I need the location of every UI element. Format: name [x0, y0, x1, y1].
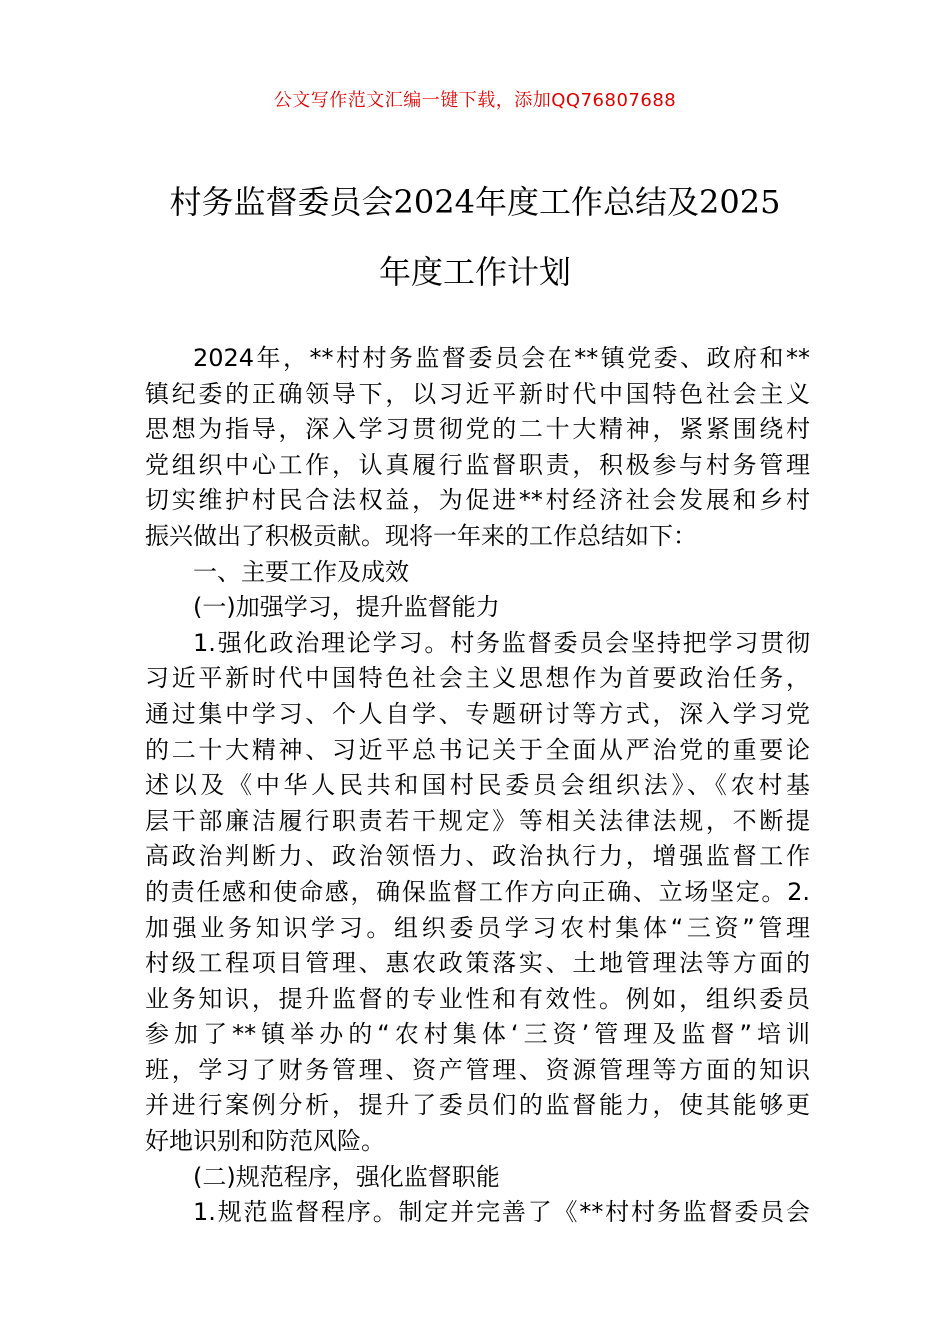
- paragraph-line: 党组织中心工作，认真履行监督职责，积极参与村务管理: [145, 450, 810, 479]
- paragraph-line: 业务知识，提升监督的专业性和有效性。例如，组织委员: [145, 984, 810, 1013]
- subsection-heading: (一)加强学习，提升监督能力: [193, 593, 500, 622]
- document-body: [145, 341, 810, 1231]
- paragraph-line: 高政治判断力、政治领悟力、政治执行力，增强监督工作: [145, 842, 810, 871]
- paragraph-line: 参加了**镇举办的“农村集体‘三资’管理及监督”培训: [145, 1020, 810, 1049]
- subsection-heading: (二)规范程序，强化监督职能: [193, 1162, 500, 1191]
- paragraph-line: 1.规范监督程序。制定并完善了《**村村务监督委员会: [193, 1198, 810, 1227]
- paragraph-line: 好地识别和防范风险。: [145, 1127, 385, 1156]
- download-notice: 公文写作范文汇编一键下载，添加QQ76807688: [273, 90, 677, 111]
- paragraph-line: 通过集中学习、个人自学、专题研讨等方式，深入学习党: [145, 699, 810, 728]
- paragraph-line: 1.强化政治理论学习。村务监督委员会坚持把学习贯彻: [193, 628, 810, 657]
- paragraph-line: 习近平新时代中国特色社会主义思想作为首要政治任务，: [145, 664, 810, 693]
- paragraph-line: 2024年，**村村务监督委员会在**镇党委、政府和**: [193, 344, 810, 372]
- paragraph-line: 镇纪委的正确领导下，以习近平新时代中国特色社会主义: [145, 379, 810, 408]
- paragraph-line: 加强业务知识学习。组织委员学习农村集体“三资”管理: [145, 913, 810, 942]
- paragraph-line: 的责任感和使命感，确保监督工作方向正确、立场坚定。2.: [145, 877, 810, 906]
- section-heading: 一、主要工作及成效: [193, 557, 409, 586]
- paragraph-line: 的二十大精神、习近平总书记关于全面从严治党的重要论: [145, 735, 810, 764]
- document-title-line-2: 年度工作计划: [378, 253, 571, 291]
- document-title-line-1: 村务监督委员会2024年度工作总结及2025: [169, 183, 781, 221]
- paragraph-line: 并进行案例分析，提升了委员们的监督能力，使其能够更: [145, 1091, 810, 1120]
- paragraph-line: 切实维护村民合法权益，为促进**村经济社会发展和乡村: [145, 486, 810, 515]
- paragraph-line: 班，学习了财务管理、资产管理、资源管理等方面的知识: [145, 1055, 810, 1084]
- paragraph-line: 层干部廉洁履行职责若干规定》等相关法律法规，不断提: [145, 806, 810, 835]
- paragraph-line: 振兴做出了积极贡献。现将一年来的工作总结如下：: [145, 521, 697, 550]
- paragraph-line: 思想为指导，深入学习贯彻党的二十大精神，紧紧围绕村: [145, 415, 810, 444]
- paragraph-line: 村级工程项目管理、惠农政策落实、土地管理法等方面的: [145, 949, 810, 978]
- paragraph-line: 述以及《中华人民共和国村民委员会组织法》、《农村基: [145, 771, 810, 800]
